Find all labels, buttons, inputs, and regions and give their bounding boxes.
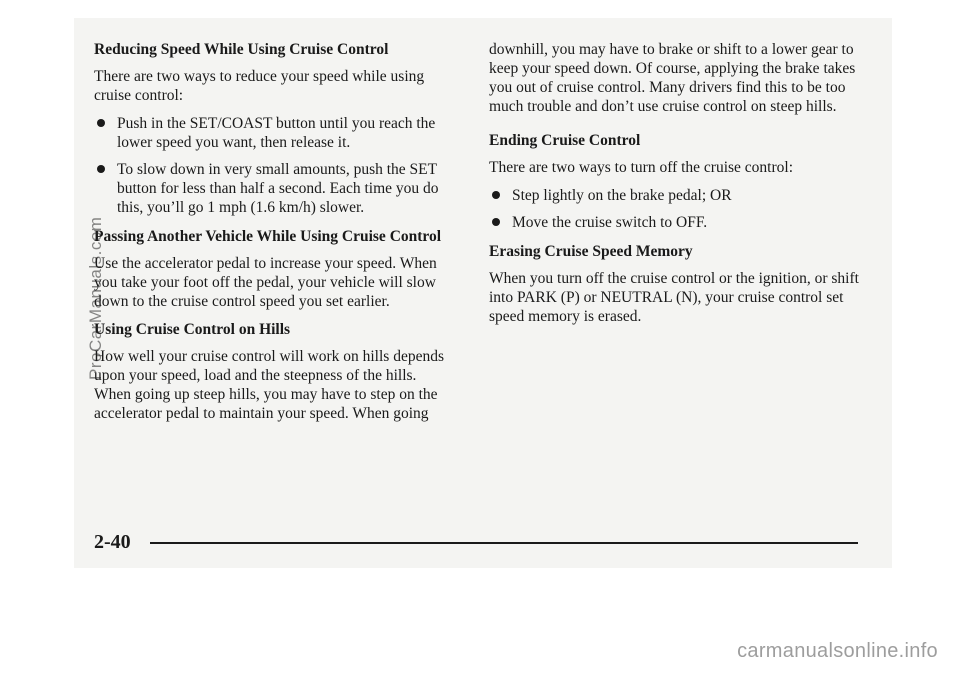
ending-cruise-intro: There are two ways to turn off the cruise control: [489, 159, 794, 176]
bullet-icon [492, 191, 500, 199]
side-watermark: ProCarManuals.com [86, 216, 105, 380]
bullet-icon [97, 119, 105, 127]
heading-cruise-on-hills: Using Cruise Control on Hills [94, 321, 291, 338]
list-item [94, 160, 454, 217]
bullet-icon [97, 165, 105, 173]
heading-passing-vehicle: Passing Another Vehicle While Using Cruise Control [94, 228, 442, 245]
bullet-icon [492, 218, 500, 226]
list-item-text: To slow down in very small amounts, push the SET button for less than half a second. Each time you do this, you’ll go 1 mph (1.6 km/h) slower. [117, 161, 439, 216]
list-item [94, 114, 454, 152]
list-item-text: Step lightly on the brake pedal; OR [512, 187, 732, 204]
right-column [489, 40, 861, 335]
passing-vehicle-body: Use the accelerator pedal to increase your speed. When you take your foot off the pedal, your vehicle will slow down to the cruise control speed you set earlier. [94, 255, 437, 310]
page-number: 2-40 [94, 531, 131, 553]
heading-erasing-memory: Erasing Cruise Speed Memory [489, 243, 693, 260]
reducing-speed-intro: There are two ways to reduce your speed while using cruise control: [94, 68, 425, 104]
reducing-speed-list [94, 114, 454, 217]
page-footer [94, 530, 858, 554]
list-item [489, 186, 861, 205]
hills-continuation: downhill, you may have to brake or shift to a lower gear to keep your speed down. Of course, applying the brake takes you out of cruise control. Many drivers find this to be too much trouble and don’t use cruise control on steep hills. [489, 41, 856, 115]
list-item-text: Move the cruise switch to OFF. [512, 214, 708, 231]
heading-ending-cruise: Ending Cruise Control [489, 132, 641, 149]
footer-rule [150, 542, 858, 544]
list-item-text: Push in the SET/COAST button until you reach the lower speed you want, then release it. [117, 115, 436, 151]
list-item [489, 213, 861, 232]
heading-reducing-speed: Reducing Speed While Using Cruise Control [94, 41, 389, 58]
cruise-on-hills-body: How well your cruise control will work on hills depends upon your speed, load and the steepness of the hills. When going up steep hills, you may have to step on the accelerator pedal to maintain your speed. When going [94, 348, 444, 422]
manual-page [74, 18, 892, 568]
ending-cruise-list [489, 186, 861, 232]
bottom-watermark: carmanualsonline.info [737, 640, 938, 662]
left-column [94, 40, 454, 432]
erasing-memory-body: When you turn off the cruise control or the ignition, or shift into PARK (P) or NEUTRAL (N), your cruise control set speed memory is erased. [489, 270, 859, 325]
